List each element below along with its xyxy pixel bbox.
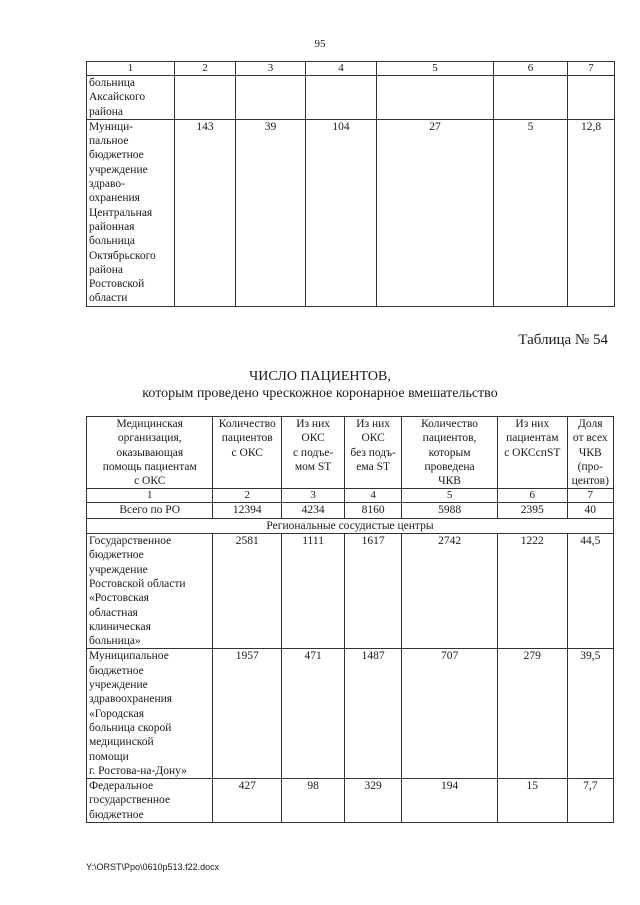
org-name-cell: Федеральное государственное бюджетное (87, 779, 213, 823)
table-row (87, 779, 614, 823)
value-cell: 12394 (213, 503, 282, 518)
org-name-cell: больница Аксайского района (87, 76, 175, 120)
value-cell: 194 (402, 779, 498, 823)
table-row (87, 76, 615, 120)
col-number: 3 (236, 62, 306, 76)
pci-patients-table (86, 416, 614, 823)
value-cell: 2581 (213, 534, 282, 649)
value-cell: 707 (402, 649, 498, 779)
value-cell: 7,7 (567, 779, 613, 823)
org-name-cell: Муници- пальное бюджетное учреждение здраво- охранения Центральная районная больница Октябрьского района Ростовской области (87, 119, 175, 306)
value-cell: 1111 (281, 534, 344, 649)
value-cell: 40 (567, 503, 613, 518)
value-cell (494, 76, 568, 120)
col-number: 4 (306, 62, 377, 76)
value-cell: 5 (494, 119, 568, 306)
col-number: 7 (567, 489, 613, 503)
section-title: Региональные сосудистые центры (87, 518, 614, 533)
continued-table (86, 61, 615, 307)
value-cell: 15 (498, 779, 568, 823)
table-row (87, 534, 614, 649)
table-label: Таблица № 54 (518, 332, 608, 348)
header-cell: Из них ОКС с подъе- мом ST (281, 417, 344, 489)
value-cell: 1487 (345, 649, 402, 779)
header-cell: Доля от всех ЧКВ (про- центов) (567, 417, 613, 489)
column-number-row (87, 489, 614, 503)
col-number: 1 (87, 489, 213, 503)
value-cell: 427 (213, 779, 282, 823)
value-cell (377, 76, 494, 120)
col-number: 2 (213, 489, 282, 503)
value-cell: 8160 (345, 503, 402, 518)
value-cell: 329 (345, 779, 402, 823)
header-cell: Из них пациентам с ОКСспST (498, 417, 568, 489)
file-path-footer: Y:\ORST\Ppo\0610p513.f22.docx (86, 862, 220, 872)
table-row (87, 119, 615, 306)
value-cell: 104 (306, 119, 377, 306)
value-cell (568, 76, 615, 120)
value-cell: 2742 (402, 534, 498, 649)
value-cell: 39,5 (567, 649, 613, 779)
value-cell: 98 (281, 779, 344, 823)
value-cell (175, 76, 236, 120)
header-cell: Количество пациентов с ОКС (213, 417, 282, 489)
header-row (87, 417, 614, 489)
value-cell: 1617 (345, 534, 402, 649)
total-label: Всего по РО (87, 503, 213, 518)
value-cell: 5988 (402, 503, 498, 518)
value-cell: 12,8 (568, 119, 615, 306)
value-cell: 471 (281, 649, 344, 779)
col-number: 5 (402, 489, 498, 503)
table-subtitle: которым проведено чрескожное коронарное вмешательство (142, 386, 498, 401)
value-cell (306, 76, 377, 120)
value-cell: 27 (377, 119, 494, 306)
value-cell: 143 (175, 119, 236, 306)
value-cell: 4234 (281, 503, 344, 518)
value-cell: 2395 (498, 503, 568, 518)
org-name-cell: Муниципальное бюджетное учреждение здравоохранения «Городская больница скорой медицинской помощи г. Ростова-на-Дону» (87, 649, 213, 779)
section-row (87, 518, 614, 533)
table-title: ЧИСЛО ПАЦИЕНТОВ, (249, 369, 391, 384)
col-number: 1 (87, 62, 175, 76)
value-cell: 44,5 (567, 534, 613, 649)
col-number: 6 (494, 62, 568, 76)
col-number: 7 (568, 62, 615, 76)
column-number-row (87, 62, 615, 76)
col-number: 4 (345, 489, 402, 503)
col-number: 5 (377, 62, 494, 76)
header-cell: Количество пациентов, которым проведена ЧКВ (402, 417, 498, 489)
header-cell: Медицинская организация, оказывающая помощь пациентам с ОКС (87, 417, 213, 489)
page-number: 95 (314, 38, 326, 50)
total-row (87, 503, 614, 518)
table-row (87, 649, 614, 779)
col-number: 3 (281, 489, 344, 503)
header-cell: Из них ОКС без подъ- ема ST (345, 417, 402, 489)
col-number: 6 (498, 489, 568, 503)
value-cell (236, 76, 306, 120)
value-cell: 39 (236, 119, 306, 306)
col-number: 2 (175, 62, 236, 76)
org-name-cell: Государственное бюджетное учреждение Ростовской области «Ростовская областная клиническая больница» (87, 534, 213, 649)
value-cell: 1957 (213, 649, 282, 779)
value-cell: 1222 (498, 534, 568, 649)
value-cell: 279 (498, 649, 568, 779)
